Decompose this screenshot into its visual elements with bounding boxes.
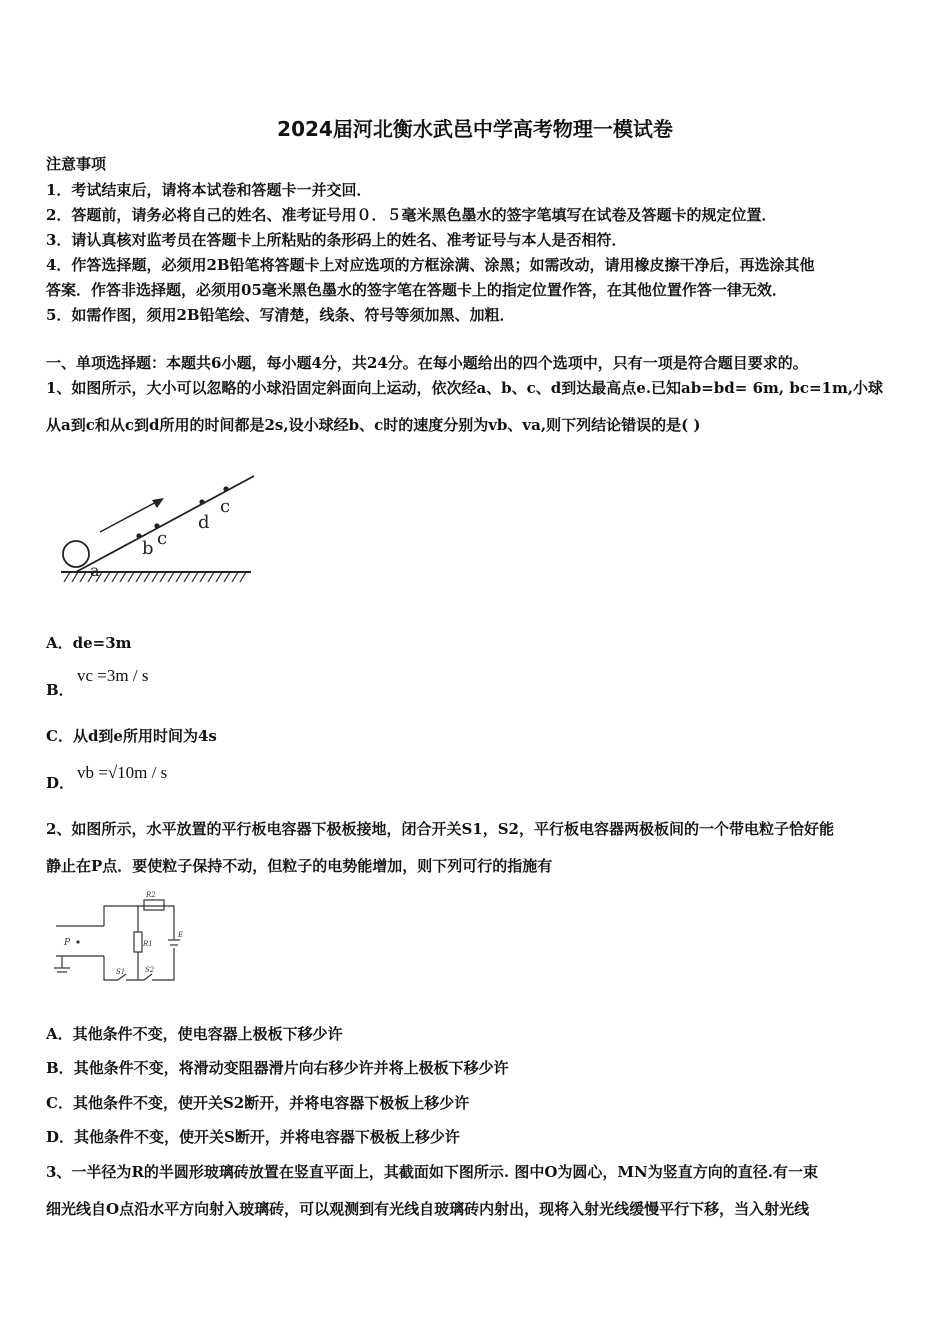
incline-figure bbox=[56, 470, 266, 590]
question-1-line-2: 从a到c和从c到d所用的时间都是2s,设小球经b、c时的速度分别为vb、va,则下列结论错误的是( ) bbox=[46, 416, 701, 434]
question-3-line-1: 3、一半径为R的半圆形玻璃砖放置在竖直平面上，其截面如下图所示. 图中O为圆心，MN为竖直方向的直径.有一束 bbox=[46, 1163, 818, 1181]
q1-option-c: C．从d到e所用时间为4s bbox=[46, 727, 217, 745]
q1-option-d-letter: D． bbox=[46, 774, 75, 792]
notice-item: 3．请认真核对监考员在答题卡上所粘贴的条形码上的姓名、准考证号与本人是否相符． bbox=[46, 231, 627, 249]
q1-option-d-formula: vb =√10m / s bbox=[77, 763, 168, 782]
question-2-line-1: 2、如图所示，水平放置的平行板电容器下极板接地，闭合开关S1，S2，平行板电容器两极板间的一个带电粒子恰好能 bbox=[46, 820, 834, 838]
notice-heading: 注意事项 bbox=[46, 155, 107, 173]
label-d: d bbox=[198, 512, 210, 533]
notice-item: 1．考试结束后，请将本试卷和答题卡一并交回． bbox=[46, 181, 372, 199]
label-b: b bbox=[142, 538, 154, 559]
notice-item: 5．如需作图，须用2B铅笔绘、写清楚，线条、符号等须加黑、加粗． bbox=[46, 306, 515, 324]
label-s1: S1 bbox=[116, 968, 126, 976]
notice-item: 2．答题前，请务必将自己的姓名、准考证号用０．５毫米黑色墨水的签字笔填写在试卷及答题卡的规定位置． bbox=[46, 206, 777, 224]
notice-item: 4．作答选择题，必须用2B铅笔将答题卡上对应选项的方框涂满、涂黑；如需改动，请用橡皮擦干净后，再选涂其他 bbox=[46, 256, 815, 274]
label-e: c bbox=[220, 496, 231, 517]
label-s2: S2 bbox=[145, 966, 155, 974]
label-e: E bbox=[178, 931, 184, 939]
q1-option-a: A．de=3m bbox=[46, 634, 132, 652]
q2-option-d: D．其他条件不变，使开关S断开，并将电容器下极板上移少许 bbox=[46, 1128, 460, 1146]
label-r2: R2 bbox=[146, 891, 156, 899]
notice-item: 答案．作答非选择题，必须用05毫米黑色墨水的签字笔在答题卡上的指定位置作答，在其他位置作答一律无效． bbox=[46, 281, 787, 299]
question-3-line-2: 细光线自O点沿水平方向射入玻璃砖，可以观测到有光线自玻璃砖内射出，现将入射光线缓慢平行下移，当入射光线 bbox=[46, 1200, 810, 1218]
q2-option-a: A．其他条件不变，使电容器上极板下移少许 bbox=[46, 1025, 343, 1043]
page-title: 2024届河北衡水武邑中学高考物理一模试卷 bbox=[277, 117, 673, 141]
q1-option-b-letter: B． bbox=[46, 681, 74, 699]
section-heading: 一、单项选择题：本题共6小题，每小题4分，共24分。在每小题给出的四个选项中，只有一项是符合题目要求的。 bbox=[46, 354, 808, 372]
question-2-line-2: 静止在P点．要使粒子保持不动，但粒子的电势能增加，则下列可行的指施有 bbox=[46, 857, 553, 875]
q2-option-b: B．其他条件不变，将滑动变阻器滑片向右移少许并将上极板下移少许 bbox=[46, 1059, 509, 1077]
circuit-figure bbox=[48, 888, 188, 998]
question-1-line-1: 1、如图所示，大小可以忽略的小球沿固定斜面向上运动，依次经a、b、c、d到达最高点e.已知ab=bd= 6m, bc=1m,小球 bbox=[46, 379, 884, 397]
label-p: P bbox=[64, 938, 71, 948]
q2-option-c: C．其他条件不变，使开关S2断开，并将电容器下极板上移少许 bbox=[46, 1094, 470, 1112]
q1-option-b-formula: vc =3m / s bbox=[77, 666, 149, 685]
label-r1: R1 bbox=[143, 940, 153, 948]
label-c: c bbox=[157, 528, 168, 549]
label-a: a bbox=[90, 561, 100, 580]
